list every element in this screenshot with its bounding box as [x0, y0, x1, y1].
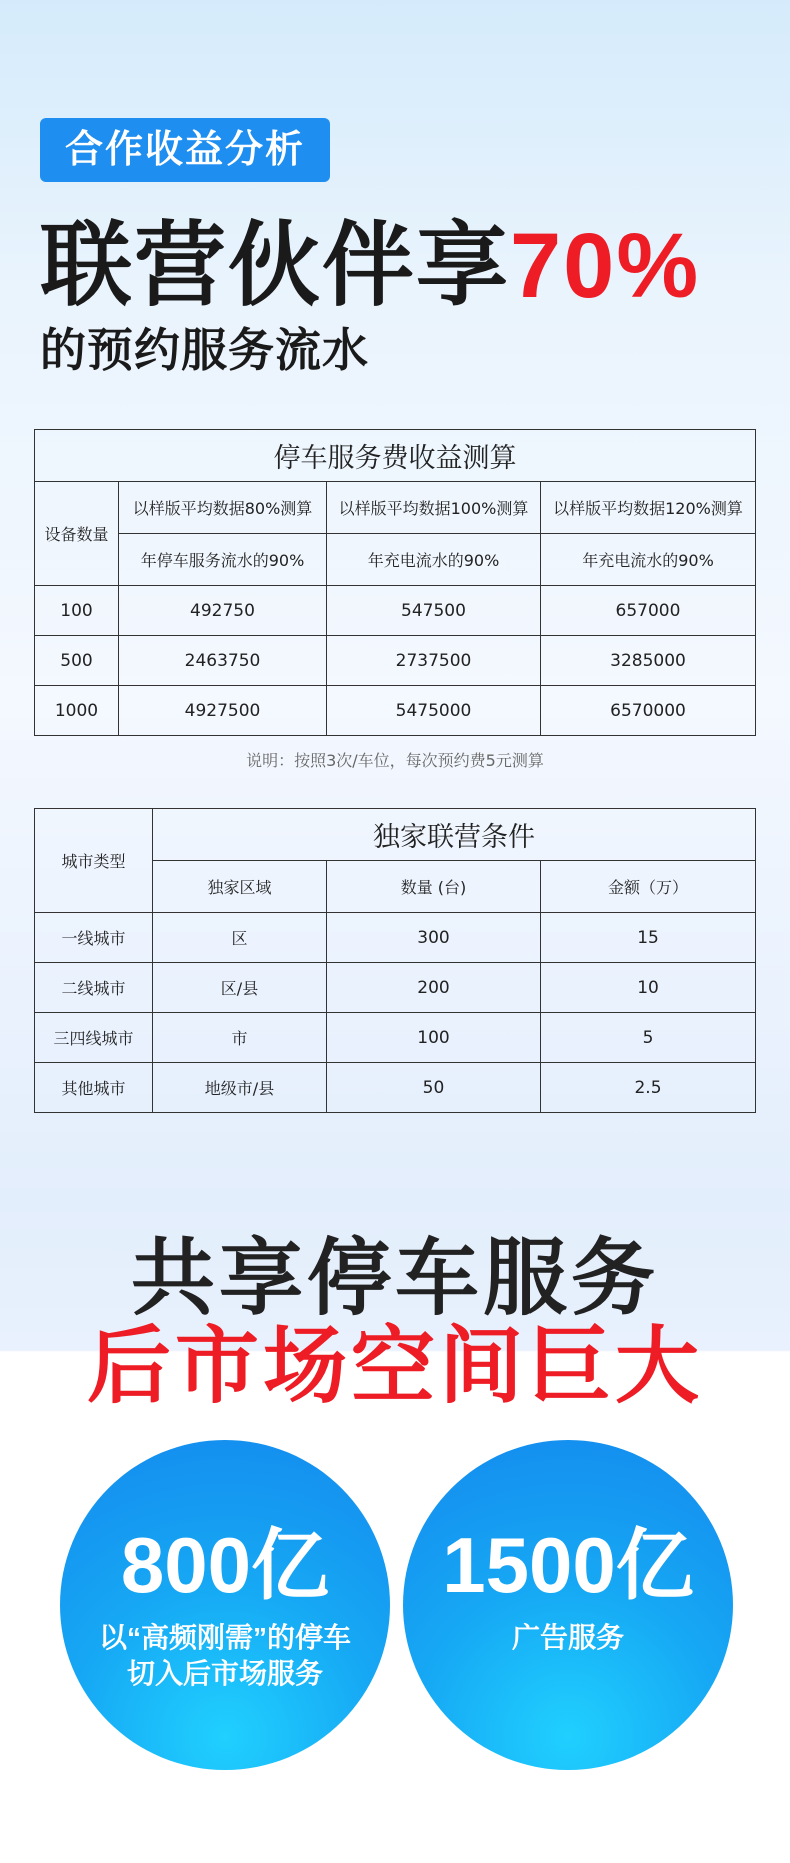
- area-cell: 区: [153, 913, 327, 963]
- market-value: 800亿: [120, 1521, 330, 1609]
- device-count-cell: 1000: [35, 686, 119, 736]
- revenue-cell: 2737500: [327, 636, 541, 686]
- revenue-cell: 492750: [119, 586, 327, 636]
- headline-text: 联营伙伴享: [40, 215, 511, 317]
- market-description: [403, 1620, 733, 1656]
- exclusive-table: [34, 808, 756, 1113]
- city-cell: 二线城市: [35, 963, 153, 1013]
- city-cell: 三四线城市: [35, 1013, 153, 1063]
- column-header: 金额（万）: [541, 861, 756, 913]
- table-row: [35, 963, 756, 1013]
- column-header: 独家区域: [153, 861, 327, 913]
- device-count-cell: 500: [35, 636, 119, 686]
- city-cell: 一线城市: [35, 913, 153, 963]
- revenue-cell: 3285000: [541, 636, 756, 686]
- table-row: [35, 586, 756, 636]
- device-count-header: 设备数量: [35, 482, 119, 586]
- revenue-table-title: 停车服务费收益测算: [35, 430, 756, 482]
- quantity-cell: 100: [327, 1013, 541, 1063]
- headline-percent: 70%: [510, 215, 701, 317]
- table-row: [35, 1063, 756, 1113]
- slogan-line-2: 后市场空间巨大: [86, 1319, 703, 1413]
- revenue-cell: 2463750: [119, 636, 327, 686]
- market-circle-ads: [403, 1440, 733, 1770]
- revenue-cell: 657000: [541, 586, 756, 636]
- exclusive-table-title: 独家联营条件: [153, 809, 756, 861]
- column-subheader: 年充电流水的90%: [327, 534, 541, 586]
- market-value: 1500亿: [442, 1521, 694, 1609]
- amount-cell: 10: [541, 963, 756, 1013]
- column-header: 以样版平均数据80%测算: [119, 482, 327, 534]
- device-count-cell: 100: [35, 586, 119, 636]
- quantity-cell: 300: [327, 913, 541, 963]
- column-subheader: 年停车服务流水的90%: [119, 534, 327, 586]
- revenue-table-note: 说明：按照3次/车位，每次预约费5元测算: [246, 751, 544, 770]
- table-row: [35, 913, 756, 963]
- revenue-cell: 4927500: [119, 686, 327, 736]
- column-header: 数量 (台): [327, 861, 541, 913]
- revenue-cell: 6570000: [541, 686, 756, 736]
- column-header: 以样版平均数据100%测算: [327, 482, 541, 534]
- table-row: [35, 636, 756, 686]
- table-row: [35, 686, 756, 736]
- table-row: [35, 1013, 756, 1063]
- market-description-line: 以“高频刚需”的停车: [98, 1622, 351, 1653]
- revenue-cell: 5475000: [327, 686, 541, 736]
- area-cell: 区/县: [153, 963, 327, 1013]
- amount-cell: 15: [541, 913, 756, 963]
- area-cell: 市: [153, 1013, 327, 1063]
- market-circle-parking: [60, 1440, 390, 1770]
- headline: [40, 216, 700, 316]
- section-badge: 合作收益分析: [40, 118, 330, 182]
- market-description-line: 广告服务: [511, 1622, 624, 1653]
- quantity-cell: 200: [327, 963, 541, 1013]
- column-header: 以样版平均数据120%测算: [541, 482, 756, 534]
- area-cell: 地级市/县: [153, 1063, 327, 1113]
- subheadline: 的预约服务流水: [40, 324, 369, 376]
- quantity-cell: 50: [327, 1063, 541, 1113]
- market-description: [60, 1620, 390, 1692]
- city-type-header: 城市类型: [35, 809, 153, 913]
- amount-cell: 5: [541, 1013, 756, 1063]
- city-cell: 其他城市: [35, 1063, 153, 1113]
- column-subheader: 年充电流水的90%: [541, 534, 756, 586]
- market-description-line: 切入后市场服务: [126, 1658, 323, 1689]
- revenue-table: [34, 429, 756, 736]
- slogan-line-1: 共享停车服务: [130, 1231, 659, 1325]
- amount-cell: 2.5: [541, 1063, 756, 1113]
- revenue-cell: 547500: [327, 586, 541, 636]
